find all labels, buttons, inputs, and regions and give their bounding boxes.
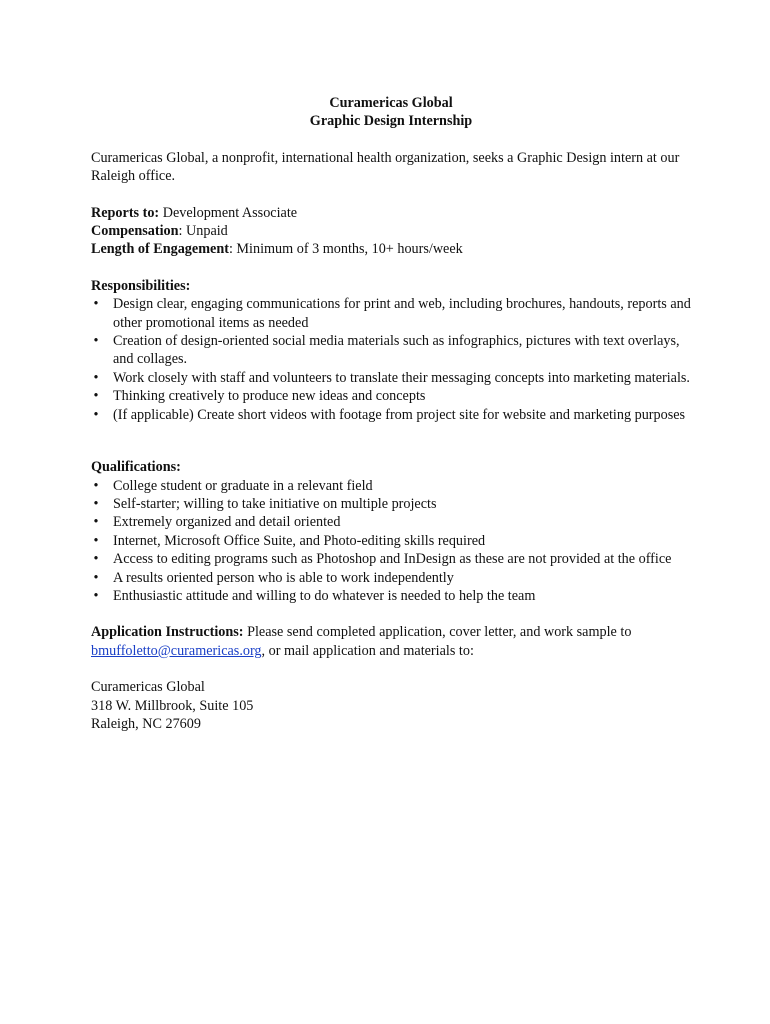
reports-to-label: Reports to: <box>91 204 160 221</box>
list-item: • (If applicable) Create short videos with footage from project site for website and marketing purposes <box>91 406 691 424</box>
compensation-value: : Unpaid <box>178 223 228 240</box>
bullet-icon: • <box>93 551 99 568</box>
address-line-1: Curamericas Global <box>91 679 205 696</box>
bullet-icon: • <box>93 477 99 494</box>
list-item: • Enthusiastic attitude and willing to do whatever is needed to help the team <box>91 587 691 605</box>
compensation-label: Compensation <box>91 223 179 240</box>
list-item: • A results oriented person who is able to work independently <box>91 569 691 587</box>
position-title: Graphic Design Internship <box>309 113 473 130</box>
list-item: • Self-starter; willing to take initiative on multiple projects <box>91 495 691 513</box>
length-label: Length of Engagement <box>91 241 229 258</box>
list-item: • Design clear, engaging communications for print and web, including brochures, handouts, reports and other promotional items as needed <box>91 295 691 332</box>
compensation-line <box>91 222 691 240</box>
bullet-icon: • <box>93 495 99 512</box>
bullet-icon: • <box>93 406 99 423</box>
reports-to-line <box>91 204 691 222</box>
list-item: • Thinking creatively to produce new ideas and concepts <box>91 387 691 405</box>
bullet-icon: • <box>93 388 99 405</box>
qualifications-list <box>91 477 691 606</box>
length-line <box>91 240 691 258</box>
list-item: • Internet, Microsoft Office Suite, and Photo-editing skills required <box>91 532 691 550</box>
list-item: • Work closely with staff and volunteers to translate their messaging concepts into marketing materials. <box>91 369 691 387</box>
intro-paragraph: Curamericas Global, a nonprofit, international health organization, seeks a Graphic Design intern at our Raleigh office. <box>91 149 680 185</box>
responsibilities-list <box>91 295 691 424</box>
responsibilities-heading: Responsibilities: <box>91 277 191 294</box>
org-title: Curamericas Global <box>329 95 453 111</box>
email-link[interactable]: bmuffoletto@curamericas.org <box>91 642 262 659</box>
address-line-2: 318 W. Millbrook, Suite 105 <box>91 697 254 714</box>
bullet-icon: • <box>93 587 99 604</box>
application-label: Application Instructions: <box>91 624 244 641</box>
bullet-icon: • <box>93 333 99 350</box>
application-text-after: , or mail application and materials to: <box>261 642 474 659</box>
list-item: • Access to editing programs such as Photoshop and InDesign as these are not provided at the office <box>91 550 691 568</box>
address-line-3: Raleigh, NC 27609 <box>91 715 201 732</box>
list-item: • Extremely organized and detail oriented <box>91 513 691 531</box>
bullet-icon: • <box>93 296 99 313</box>
document-page <box>91 94 691 733</box>
bullet-icon: • <box>93 514 99 531</box>
application-text: Please send completed application, cover letter, and work sample to <box>243 624 632 641</box>
application-instructions <box>91 623 691 660</box>
bullet-icon: • <box>93 532 99 549</box>
reports-to-value: Development Associate <box>159 204 298 221</box>
list-item: • College student or graduate in a relevant field <box>91 477 691 495</box>
bullet-icon: • <box>93 369 99 386</box>
length-value: : Minimum of 3 months, 10+ hours/week <box>228 241 463 258</box>
list-item: • Creation of design-oriented social media materials such as infographics, pictures with text overlays, and collages. <box>91 332 691 369</box>
bullet-icon: • <box>93 569 99 586</box>
qualifications-heading: Qualifications: <box>91 459 181 476</box>
